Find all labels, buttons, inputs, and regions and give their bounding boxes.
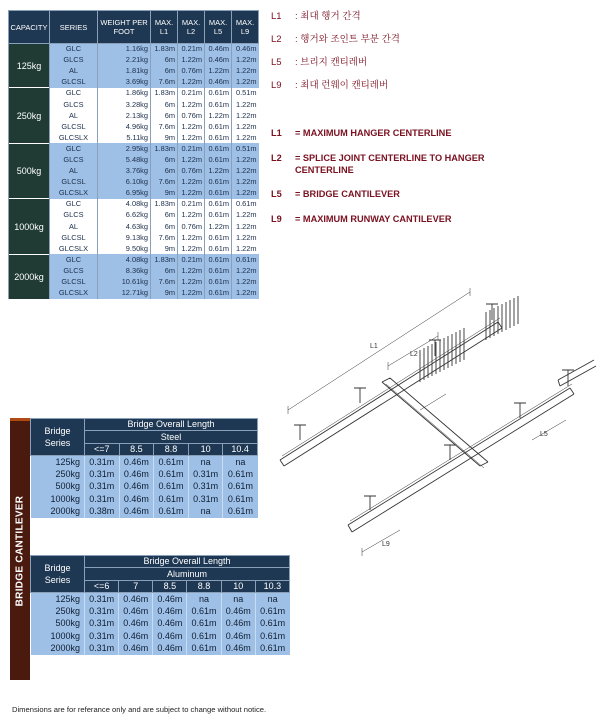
l1-cell: 1.83m [151,199,178,210]
l9-cell: 1.22m [232,221,259,232]
cantilever-value: 0.46m [153,617,187,629]
cantilever-value: na [255,593,289,605]
l9-cell: 1.22m [232,177,259,188]
legend-term: L5 [271,57,282,68]
cantilever-row [31,468,258,480]
series-cell: GLC [50,254,98,265]
l9-cell: 0.51m [232,143,259,154]
legend-description: : 브리지 캔티레버 [295,57,368,68]
label-l2: L2 [410,351,418,358]
series-cell: GLCSL [50,121,98,132]
legend-term: L2 [271,153,282,163]
legend-description: : 최대 행거 간격 [295,11,361,22]
cantilever-value: 0.46m [153,630,187,642]
cantilever-row [31,642,290,654]
cantilever-value: 0.46m [119,617,153,629]
cantilever-value: 0.46m [119,605,153,617]
spec-header-row [9,11,259,44]
weight-cell: 2.95kg [98,143,151,154]
l5-cell: 0.46m [205,44,232,55]
series-cell: GLCS [50,99,98,110]
bridge-cantilever-band [10,418,30,680]
l9-cell: 1.22m [232,265,259,276]
l1-cell: 6m [151,166,178,177]
cantilever-value: 0.46m [119,642,153,654]
cantilever-value: 0.46m [153,593,187,605]
l5-cell: 1.22m [205,166,232,177]
weight-cell: 6.62kg [98,210,151,221]
l9-cell: 1.22m [232,154,259,165]
spec-row [9,88,259,99]
legend-description: : 최대 런웨이 캔티레버 [295,80,389,91]
legend-description: = SPLICE JOINT CENTERLINE TO HANGER CENTERLINE [295,153,485,175]
cantilever-value: 0.46m [119,456,154,468]
l1-cell: 9m [151,132,178,143]
label-l5: L5 [540,431,548,438]
legend-term: L9 [271,214,282,224]
l1-cell: 1.83m [151,88,178,99]
l1-cell: 7.6m [151,77,178,88]
capacity-cell: 1000kg [9,199,50,254]
cantilever-value: 0.61m [255,605,289,617]
l2-cell: 1.22m [178,121,205,132]
cantilever-value: 0.61m [187,605,221,617]
l5-cell: 0.61m [205,265,232,276]
l9-cell: 1.22m [232,55,259,66]
cantilever-value: 0.46m [119,468,154,480]
bridge-series-header: Bridge Series [31,419,85,456]
series-cell: GLCSLX [50,243,98,254]
l1-cell: 6m [151,99,178,110]
l5-cell: 0.61m [205,88,232,99]
l2-cell: 0.21m [178,88,205,99]
cantilever-value: 0.31m [85,593,119,605]
l1-cell: 6m [151,221,178,232]
l2-cell: 1.22m [178,232,205,243]
l9-cell: 1.22m [232,121,259,132]
capacity-label: 125kg [31,593,85,605]
cantilever-value: 0.38m [85,505,120,517]
l2-cell: 1.22m [178,154,205,165]
l5-cell: 0.61m [205,210,232,221]
legend-item [271,34,400,46]
legend-term: L2 [271,34,282,45]
l9-cell: 1.22m [232,77,259,88]
l9-cell: 0.61m [232,254,259,265]
footnote: Dimensions are for referance only and are subject to change without notice. [12,705,267,714]
series-cell: GLC [50,44,98,55]
l9-cell: 0.61m [232,199,259,210]
cantilever-value: na [187,593,221,605]
capacity-cell: 500kg [9,143,50,198]
length-column-header: 10.4 [223,443,258,455]
cantilever-value: 0.46m [221,605,255,617]
series-cell: GLCSL [50,276,98,287]
series-cell: AL [50,66,98,77]
l9-cell: 1.22m [232,166,259,177]
spec-body [9,44,259,299]
cantilever-value: 0.46m [153,605,187,617]
capacity-label: 1000kg [31,493,85,505]
aluminum-cantilever-table [30,555,290,655]
cantilever-value: 0.31m [85,456,120,468]
capacity-label: 250kg [31,605,85,617]
label-l9: L9 [382,541,390,548]
cantilever-value: 0.31m [85,617,119,629]
cantilever-value: 0.61m [187,617,221,629]
cantilever-value: 0.61m [223,480,258,492]
l2-cell: 1.22m [178,55,205,66]
l2-cell: 0.21m [178,44,205,55]
series-cell: GLC [50,199,98,210]
series-cell: GLCS [50,154,98,165]
legend-term: L9 [271,80,282,91]
l9-cell: 1.22m [232,232,259,243]
l1-cell: 6m [151,110,178,121]
cantilever-value: 0.61m [255,642,289,654]
cantilever-value: 0.61m [223,493,258,505]
l5-cell: 1.22m [205,66,232,77]
l5-cell: 0.46m [205,77,232,88]
series-cell: AL [50,110,98,121]
legend-description: = MAXIMUM RUNWAY CANTILEVER [295,214,452,224]
l2-cell: 1.22m [178,77,205,88]
cantilever-value: 0.31m [85,630,119,642]
l2-cell: 1.22m [178,276,205,287]
weight-cell: 1.81kg [98,66,151,77]
l1-cell: 9m [151,243,178,254]
l5-cell: 0.61m [205,132,232,143]
series-cell: GLCS [50,210,98,221]
cantilever-value: 0.46m [119,630,153,642]
l2-cell: 0.21m [178,143,205,154]
l5-cell: 0.61m [205,154,232,165]
cantilever-value: 0.31m [85,480,120,492]
series-cell: AL [50,166,98,177]
weight-cell: 3.28kg [98,99,151,110]
series-cell: GLCSLX [50,288,98,299]
series-cell: GLCSLX [50,132,98,143]
l5-cell: 0.61m [205,288,232,299]
l9-cell: 1.22m [232,210,259,221]
cantilever-value: 0.31m [188,480,223,492]
bridge-beam [382,378,488,466]
weight-cell: 8.36kg [98,265,151,276]
material-header: Steel [85,431,258,443]
series-cell: GLCSL [50,232,98,243]
cantilever-value: 0.61m [255,630,289,642]
cantilever-value: 0.46m [119,493,154,505]
weight-cell: 6.95kg [98,188,151,199]
legend-description: = BRIDGE CANTILEVER [295,189,400,199]
cantilever-row [31,630,290,642]
l2-cell: 0.21m [178,199,205,210]
l1-cell: 1.83m [151,143,178,154]
l2-cell: 1.22m [178,288,205,299]
cantilever-value: 0.46m [221,630,255,642]
legend-description: : 행거와 조인트 부분 간격 [295,34,400,45]
weight-cell: 5.48kg [98,154,151,165]
material-header: Aluminum [85,568,290,580]
spec-row [9,254,259,265]
l1-cell: 7.6m [151,232,178,243]
l1-cell: 7.6m [151,177,178,188]
l2-cell: 1.22m [178,99,205,110]
weight-cell: 4.63kg [98,221,151,232]
series-cell: AL [50,221,98,232]
runway-rail-lower [348,388,574,532]
cantilever-value: 0.31m [188,493,223,505]
spec-row [9,143,259,154]
series-cell: GLCSL [50,177,98,188]
weight-cell: 3.69kg [98,77,151,88]
capacity-header: CAPACITY [9,11,50,44]
length-column-header: 8.8 [154,443,189,455]
l1-cell: 9m [151,288,178,299]
length-column-header: 8.5 [153,580,187,592]
cantilever-value: 0.61m [154,468,189,480]
l2-cell: 1.22m [178,177,205,188]
l5-cell: 0.61m [205,143,232,154]
l1-cell: 6m [151,210,178,221]
spec-row [9,199,259,210]
l9-cell: 0.51m [232,88,259,99]
l5-cell: 1.22m [205,110,232,121]
l5-header: MAX. L5 [205,11,232,44]
weight-cell: 10.61kg [98,276,151,287]
weight-header: WEIGHT PER FOOT [98,11,151,44]
cantilever-row [31,593,290,605]
length-column-header: 8.8 [187,580,221,592]
l1-cell: 7.6m [151,121,178,132]
spec-table [8,10,259,299]
l9-cell: 1.22m [232,243,259,254]
l2-cell: 0.76m [178,166,205,177]
capacity-cell: 125kg [9,44,50,88]
l2-cell: 1.22m [178,132,205,143]
l1-cell: 6m [151,154,178,165]
cantilever-row [31,480,258,492]
cantilever-value: 0.31m [85,468,120,480]
cantilever-value: 0.46m [153,642,187,654]
l5-cell: 1.22m [205,221,232,232]
cantilever-row [31,505,258,517]
l9-cell: 1.22m [232,110,259,121]
l5-cell: 0.61m [205,121,232,132]
cantilever-value: 0.31m [85,605,119,617]
cantilever-value: 0.61m [223,468,258,480]
length-column-header: <=7 [85,443,120,455]
weight-cell: 6.10kg [98,177,151,188]
length-column-header: 10 [221,580,255,592]
l9-cell: 1.22m [232,99,259,110]
cantilever-value: 0.61m [154,480,189,492]
cantilever-value: 0.61m [223,505,258,517]
length-column-header: 10 [188,443,223,455]
cantilever-value: 0.46m [119,593,153,605]
legend-item [271,57,367,69]
capacity-label: 125kg [31,456,85,468]
l2-cell: 1.22m [178,188,205,199]
weight-cell: 1.16kg [98,44,151,55]
l9-cell: 1.22m [232,288,259,299]
overall-length-header: Bridge Overall Length [85,556,290,568]
l1-cell: 9m [151,188,178,199]
series-cell: GLCS [50,265,98,276]
cantilever-row [31,617,290,629]
weight-cell: 4.08kg [98,254,151,265]
length-column-header: 7 [119,580,153,592]
l5-cell: 0.61m [205,243,232,254]
l2-cell: 0.76m [178,221,205,232]
l1-cell: 6m [151,55,178,66]
l5-cell: 0.61m [205,276,232,287]
capacity-label: 250kg [31,468,85,480]
l1-cell: 1.83m [151,254,178,265]
cantilever-value: 0.46m [221,642,255,654]
legend-description: = MAXIMUM HANGER CENTERLINE [295,128,452,138]
l2-cell: 0.76m [178,66,205,77]
legend-item [271,213,545,225]
weight-cell: 2.21kg [98,55,151,66]
weight-cell: 5.11kg [98,132,151,143]
l2-header: MAX. L2 [178,11,205,44]
series-cell: GLCSL [50,77,98,88]
weight-cell: 4.08kg [98,199,151,210]
cantilever-value: 0.61m [154,493,189,505]
runway-rail-upper [280,322,502,466]
l5-cell: 0.61m [205,99,232,110]
label-l1: L1 [370,343,378,350]
cantilever-value: 0.61m [255,617,289,629]
capacity-cell: 250kg [9,88,50,143]
l2-cell: 1.22m [178,265,205,276]
weight-cell: 3.76kg [98,166,151,177]
cantilever-value: 0.61m [187,630,221,642]
weight-cell: 9.50kg [98,243,151,254]
l9-cell: 1.22m [232,66,259,77]
cantilever-row [31,456,258,468]
l1-cell: 1.83m [151,44,178,55]
weight-cell: 4.96kg [98,121,151,132]
cantilever-value: na [221,593,255,605]
l2-cell: 0.21m [178,254,205,265]
cantilever-value: na [223,456,258,468]
l5-cell: 0.61m [205,254,232,265]
l5-cell: 0.46m [205,55,232,66]
series-cell: GLCS [50,55,98,66]
length-column-header: 10.3 [255,580,289,592]
capacity-label: 500kg [31,617,85,629]
l5-cell: 0.61m [205,199,232,210]
l2-cell: 1.22m [178,243,205,254]
l2-cell: 1.22m [178,210,205,221]
series-header: SERIES [50,11,98,44]
legend-item [271,188,545,200]
legend-term: L1 [271,128,282,138]
weight-cell: 2.13kg [98,110,151,121]
capacity-label: 2000kg [31,642,85,654]
cantilever-value: 0.31m [188,468,223,480]
cantilever-row [31,493,258,505]
crane-drawing [270,270,598,570]
legend-item [271,127,545,139]
length-column-header: 8.5 [119,443,154,455]
legend-item [271,80,388,92]
legend-item [271,152,545,176]
l2-cell: 0.76m [178,110,205,121]
series-cell: GLCSLX [50,188,98,199]
series-cell: GLC [50,88,98,99]
l9-cell: 0.46m [232,44,259,55]
spec-row [9,44,259,55]
bridge-cantilever-label: BRIDGE CANTILEVER [14,495,26,606]
weight-cell: 9.13kg [98,232,151,243]
l9-header: MAX. L9 [232,11,259,44]
l5-cell: 0.61m [205,232,232,243]
cantilever-value: na [188,456,223,468]
l5-cell: 0.61m [205,188,232,199]
l1-cell: 6m [151,66,178,77]
capacity-label: 500kg [31,480,85,492]
l9-cell: 1.22m [232,132,259,143]
l1-cell: 6m [151,265,178,276]
cantilever-value: 0.46m [119,480,154,492]
l1-header: MAX. L1 [151,11,178,44]
cantilever-value: 0.31m [85,493,120,505]
legend-term: L5 [271,189,282,199]
capacity-label: 2000kg [31,505,85,517]
cantilever-value: 0.61m [187,642,221,654]
cantilever-value: 0.61m [154,505,189,517]
cantilever-row [31,605,290,617]
cantilever-value: 0.61m [154,456,189,468]
legend-term: L1 [271,11,282,22]
capacity-label: 1000kg [31,630,85,642]
overall-length-header: Bridge Overall Length [85,419,258,431]
l5-cell: 0.61m [205,177,232,188]
series-cell: GLC [50,143,98,154]
cantilever-value: 0.46m [221,617,255,629]
weight-cell: 1.86kg [98,88,151,99]
bridge-series-header: Bridge Series [31,556,85,593]
cantilever-value: 0.31m [85,642,119,654]
length-column-header: <=6 [85,580,119,592]
steel-cantilever-table [30,418,258,518]
cantilever-value: 0.46m [119,505,154,517]
l9-cell: 1.22m [232,188,259,199]
weight-cell: 12.71kg [98,288,151,299]
l9-cell: 1.22m [232,276,259,287]
legend-item [271,11,361,23]
l1-cell: 7.6m [151,276,178,287]
cantilever-value: na [188,505,223,517]
capacity-cell: 2000kg [9,254,50,298]
